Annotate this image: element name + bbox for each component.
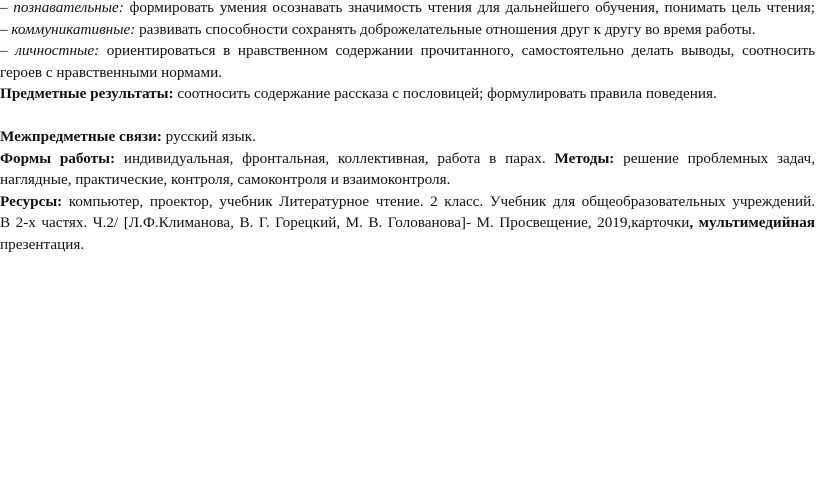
goal-personal-label: личностные: <box>15 42 100 59</box>
work-forms-text: индивидуальная, фронтальная, коллективная, работа в парах. <box>115 149 555 167</box>
interdisciplinary-links-label: Межпредметные связи: <box>0 128 162 145</box>
methods-text-cont: наглядные, практические, контроля, самоконтроля и взаимоконтроля. <box>0 171 451 188</box>
goal-communicative <box>0 19 815 41</box>
dash: – <box>0 0 14 16</box>
subject-results-label: Предметные результаты: <box>0 85 174 102</box>
resources-text-end: презентация. <box>0 235 85 253</box>
blank-line <box>0 105 815 127</box>
goal-personal-text-cont: героев с нравственными нормами. <box>0 63 222 81</box>
subject-results <box>0 83 815 105</box>
methods-label: Методы: <box>554 149 615 167</box>
resources-label: Ресурсы: <box>0 192 63 210</box>
resources-continued <box>0 212 815 234</box>
goal-cognitive-label: познавательные: <box>13 0 124 16</box>
goal-cognitive-text: формировать умения осознавать значимость чтения для дальнейшего обучения, понимать цель чтения; <box>123 0 815 16</box>
goal-cognitive <box>0 0 815 19</box>
methods-text: решение проблемных задач, <box>614 149 815 167</box>
resources <box>0 191 815 213</box>
goal-personal-text: ориентироваться в нравственном содержании прочитанного, самостоятельно делать выводы, соотносить <box>99 42 815 59</box>
dash: – <box>0 20 12 38</box>
resources-multimedia: , мультимедийная <box>689 214 815 231</box>
resources-text: компьютер, проектор, учебник Литературное чтение. 2 класс. Учебник для общеобразовательных учреждений. <box>62 192 815 210</box>
dash: – <box>0 42 16 59</box>
interdisciplinary-links <box>0 126 815 148</box>
methods-continued <box>0 169 815 191</box>
goal-communicative-label: коммуникативные: <box>11 20 136 38</box>
resources-text-cont: В 2-х частях. Ч.2/ [Л.Ф.Климанова, В. Г. Горецкий, М. В. Голованова]- М. Просвещение, 2019,карточки <box>0 214 690 231</box>
goal-communicative-text: развивать способности сохранять доброжелательные отношения друг к другу во время работы. <box>135 20 756 38</box>
goal-personal-continued <box>0 62 815 84</box>
subject-results-text: соотносить содержание рассказа с пословицей; формулировать правила поведения. <box>173 85 717 102</box>
work-forms <box>0 148 815 170</box>
resources-end <box>0 234 815 256</box>
goal-personal <box>0 40 815 62</box>
work-forms-label: Формы работы: <box>0 149 116 167</box>
interdisciplinary-links-text: русский язык. <box>161 128 256 145</box>
